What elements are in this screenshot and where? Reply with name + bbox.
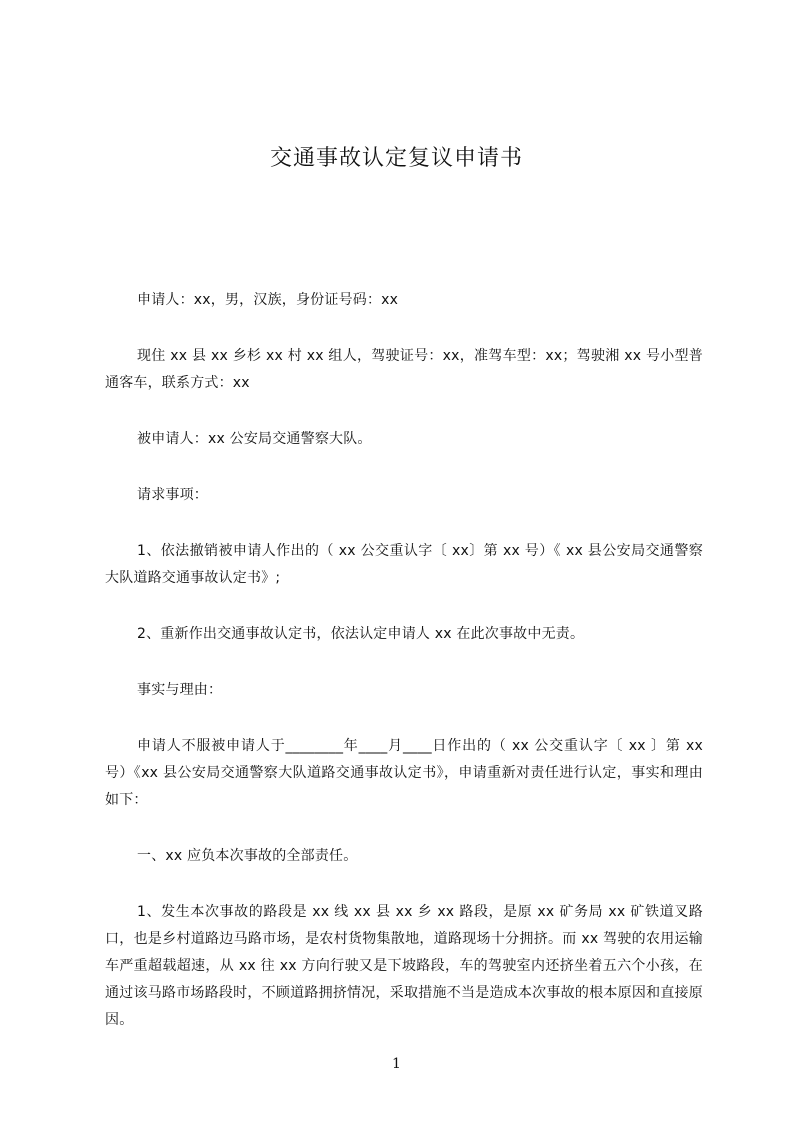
paragraph-facts-intro: 申请人不服被申请人于________年____月____日作出的（ xx 公交重认字〔 xx 〕第 xx 号）《xx 县公安局交通警察大队道路交通事故认定书》，申请重新对责任进行认定，事实和理由如下： xyxy=(105,738,703,808)
page-number: 1 xyxy=(392,1056,401,1072)
document-body xyxy=(105,287,703,1063)
paragraph-applicant: 申请人：xx，男，汉族，身份证号码：xx xyxy=(137,292,399,308)
paragraph-respondent: 被申请人：xx 公安局交通警察大队。 xyxy=(137,431,372,447)
paragraph-section-1: 一、xx 应负本次事故的全部责任。 xyxy=(137,848,358,864)
paragraph-address: 现住 xx 县 xx 乡杉 xx 村 xx 组人，驾驶证号：xx，准驾车型：xx；驾驶湘 xx 号小型普通客车，联系方式：xx xyxy=(105,348,703,391)
paragraph-request-1: 1、依法撤销被申请人作出的（ xx 公交重认字〔 xx〕第 xx 号）《 xx 县公安局交通警察大队道路交通事故认定书》; xyxy=(105,543,703,586)
paragraph-facts-heading: 事实与理由： xyxy=(137,682,223,698)
paragraph-requests-heading: 请求事项： xyxy=(137,487,208,503)
paragraph-request-2: 2、重新作出交通事故认定书，依法认定申请人 xx 在此次事故中无责。 xyxy=(137,626,585,642)
document-title: 交通事故认定复议申请书 xyxy=(269,146,523,171)
paragraph-fact-1: 1、发生本次事故的路段是 xx 线 xx 县 xx 乡 xx 路段，是原 xx 矿务局 xx 矿铁道叉路口，也是乡村道路边马路市场，是农村货物集散地，道路现场十分拥挤。而 xx 驾驶的农用运输车严重超载超速，从 xx 往 xx 方向行驶又是下坡路段，车的驾驶室内还挤坐着五六个小孩，在通过该马路市场路段时，不顾道路拥挤情况，采取措施不当是造成本次事故的根本原因和直接原因。 xyxy=(105,904,703,1028)
